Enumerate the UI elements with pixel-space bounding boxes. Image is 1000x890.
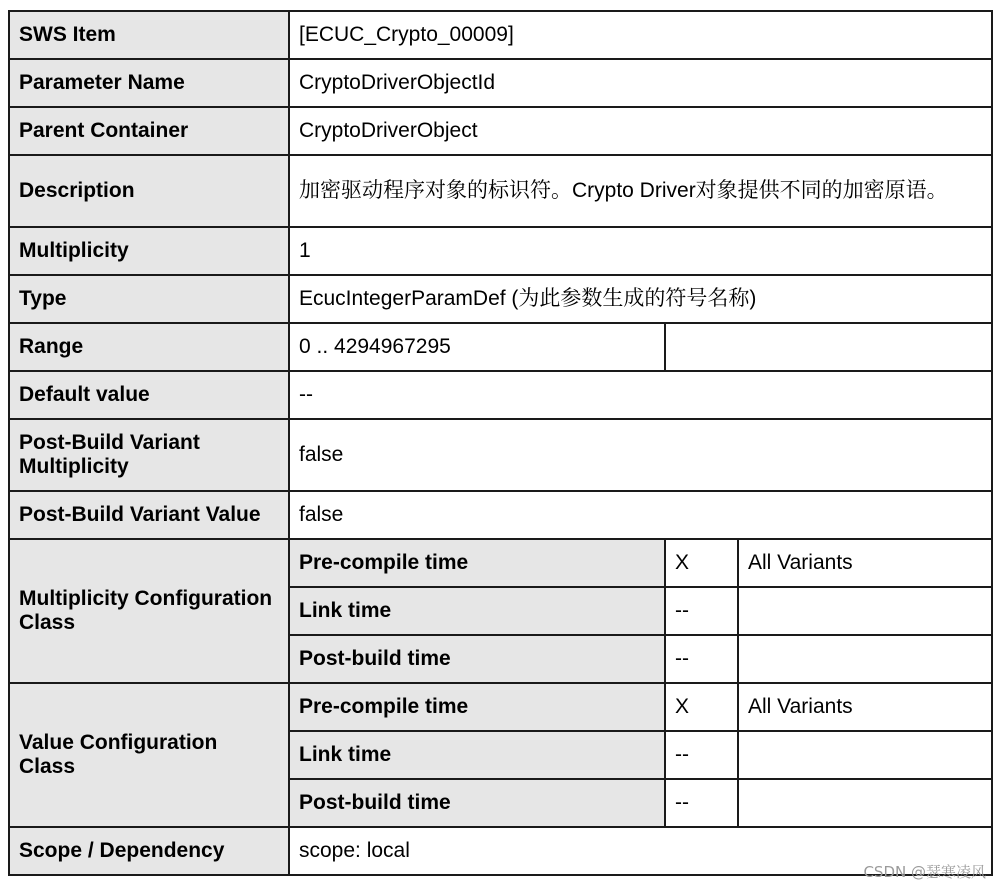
- parameter-name-label: Parameter Name: [9, 59, 289, 107]
- scope-value: scope: local: [289, 827, 992, 875]
- pb-variant-multiplicity-value: false: [289, 419, 992, 491]
- table-row: [9, 419, 992, 491]
- type-label: Type: [9, 275, 289, 323]
- table-row: [9, 827, 992, 875]
- value-config-variants: [738, 779, 992, 827]
- description-value: 加密驱动程序对象的标识符。Crypto Driver对象提供不同的加密原语。: [289, 155, 992, 227]
- multiplicity-label: Multiplicity: [9, 227, 289, 275]
- value-config-time: Pre-compile time: [289, 683, 665, 731]
- parameter-name-value: CryptoDriverObjectId: [289, 59, 992, 107]
- parent-container-label: Parent Container: [9, 107, 289, 155]
- parameter-spec-table: [8, 10, 993, 876]
- multiplicity-config-mark: X: [665, 539, 738, 587]
- pb-variant-value-value: false: [289, 491, 992, 539]
- default-value-value: --: [289, 371, 992, 419]
- table-row: [9, 539, 992, 587]
- parent-container-value: CryptoDriverObject: [289, 107, 992, 155]
- sws-item-label: SWS Item: [9, 11, 289, 59]
- table-row: [9, 59, 992, 107]
- multiplicity-config-time: Pre-compile time: [289, 539, 665, 587]
- multiplicity-value: 1: [289, 227, 992, 275]
- range-extra: [665, 323, 992, 371]
- value-config-time: Link time: [289, 731, 665, 779]
- pb-variant-value-label: Post-Build Variant Value: [9, 491, 289, 539]
- table-row: [9, 227, 992, 275]
- table-row: [9, 323, 992, 371]
- table-row: [9, 371, 992, 419]
- value-config-variants: [738, 731, 992, 779]
- table-row: [9, 275, 992, 323]
- value-config-mark: X: [665, 683, 738, 731]
- table-row: [9, 11, 992, 59]
- multiplicity-config-variants: All Variants: [738, 539, 992, 587]
- table-row: [9, 491, 992, 539]
- range-value: 0 .. 4294967295: [289, 323, 665, 371]
- value-config-variants: All Variants: [738, 683, 992, 731]
- table-row: [9, 107, 992, 155]
- table-row: [9, 155, 992, 227]
- value-config-mark: --: [665, 779, 738, 827]
- multiplicity-config-mark: --: [665, 587, 738, 635]
- multiplicity-config-variants: [738, 587, 992, 635]
- sws-item-value: [ECUC_Crypto_00009]: [289, 11, 992, 59]
- watermark: CSDN @瑟寒凌风: [863, 863, 986, 881]
- multiplicity-config-time: Link time: [289, 587, 665, 635]
- range-label: Range: [9, 323, 289, 371]
- value-config-label: Value Configuration Class: [9, 683, 289, 827]
- value-config-time: Post-build time: [289, 779, 665, 827]
- table-row: [9, 683, 992, 731]
- description-label: Description: [9, 155, 289, 227]
- pb-variant-multiplicity-label: Post-Build Variant Multiplicity: [9, 419, 289, 491]
- multiplicity-config-time: Post-build time: [289, 635, 665, 683]
- scope-label: Scope / Dependency: [9, 827, 289, 875]
- multiplicity-config-mark: --: [665, 635, 738, 683]
- value-config-mark: --: [665, 731, 738, 779]
- type-value: EcucIntegerParamDef (为此参数生成的符号名称): [289, 275, 992, 323]
- multiplicity-config-label: Multiplicity Configuration Class: [9, 539, 289, 683]
- default-value-label: Default value: [9, 371, 289, 419]
- multiplicity-config-variants: [738, 635, 992, 683]
